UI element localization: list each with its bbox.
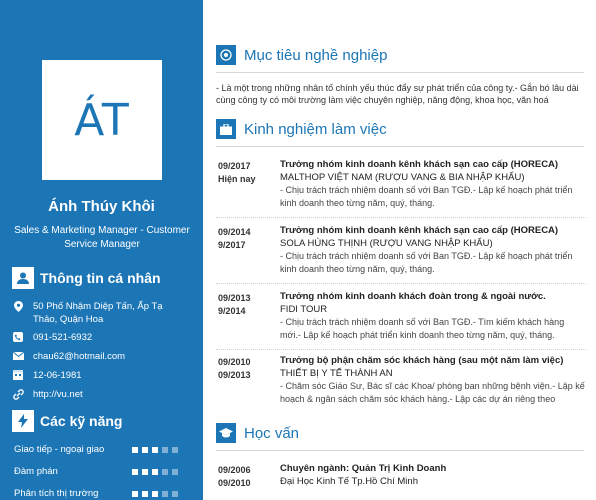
education-body xyxy=(280,462,586,488)
job-dates xyxy=(218,226,278,252)
skills-title: Các kỹ năng xyxy=(40,413,123,429)
job-company: MALTHOP VIỆT NAM (RƯỢU VANG & BIA NHẬP KHẨU) xyxy=(280,172,525,183)
link-icon xyxy=(12,388,24,400)
education-title: Học vấn xyxy=(244,424,300,442)
skill-dot xyxy=(152,447,158,453)
skill-dot xyxy=(172,469,178,475)
email-icon xyxy=(12,350,24,362)
job-dates xyxy=(218,292,278,318)
education-school: Đại Học Kinh Tế Tp.Hồ Chí Minh xyxy=(280,476,418,487)
job-title: Trưởng nhóm kinh doanh kênh khách sạn cao cấp (HORECA) xyxy=(280,225,559,236)
job-title: Trưởng nhóm kinh doanh kênh khách sạn cao cấp (HORECA) xyxy=(280,159,559,170)
divider xyxy=(216,146,584,147)
job-from: 09/2017 xyxy=(218,161,251,171)
objective-text: - Là một trong những nhân tố chính yếu thúc đẩy sự phát triển của công ty.- Gắn bó lâu dài cùng công ty có môi trường làm việc chuyên nghiệp, năng động, khoa học, văn hoá xyxy=(216,83,579,105)
target-icon xyxy=(216,45,236,65)
skill-dot xyxy=(142,447,148,453)
job-from: 09/2013 xyxy=(218,293,251,303)
email-text[interactable]: chau62@hotmail.com xyxy=(33,351,126,362)
skill-label: Phân tích thị trường xyxy=(14,488,99,499)
lightning-icon xyxy=(12,410,34,432)
skill-dot xyxy=(172,491,178,497)
job-title: Trưởng bộ phận chăm sóc khách hàng (sau một năm làm việc) xyxy=(280,355,564,366)
skill-dot xyxy=(162,469,168,475)
divider xyxy=(216,72,584,73)
skill-label: Đàm phán xyxy=(14,466,58,477)
education-major: Chuyên ngành: Quản Trị Kinh Doanh xyxy=(280,463,447,474)
job-separator xyxy=(216,283,586,284)
address-row xyxy=(12,300,163,326)
job-description: - Chịu trách trách nhiệm doanh số với Ban TGĐ.- Tìm kiếm khách hàng mới.- Lập kế hoạch phát triển kinh doanh theo từng năm, quý, tháng. xyxy=(280,317,565,340)
skill-dot xyxy=(142,491,148,497)
job-dates xyxy=(218,356,278,382)
website-row xyxy=(12,388,83,401)
experience-heading xyxy=(216,119,387,139)
job-company: FIDI TOUR xyxy=(280,304,328,315)
skill-dot xyxy=(172,447,178,453)
job-body xyxy=(280,158,586,210)
birthday-text: 12-06-1981 xyxy=(33,370,82,381)
education-dates xyxy=(218,464,278,490)
briefcase-icon xyxy=(216,119,236,139)
objective-heading xyxy=(216,45,387,65)
phone-text: 091-521-6932 xyxy=(33,332,93,343)
job-separator xyxy=(216,217,586,218)
sidebar xyxy=(0,0,203,500)
birthday-row xyxy=(12,369,82,382)
job-company: SOLA HÙNG THỊNH (RƯỢU VANG NHẬP KHẨU) xyxy=(280,238,493,249)
candidate-name: Ánh Thúy Khôi xyxy=(48,198,155,215)
address-text: 50 Phố Nhậm Diệp Tấn, Ấp Tạ Thảo, Quận Hoa xyxy=(33,301,163,325)
skill-dot xyxy=(132,491,138,497)
education-heading xyxy=(216,423,299,443)
job-dates xyxy=(218,160,278,186)
user-icon xyxy=(12,267,34,289)
education-from: 09/2006 xyxy=(218,465,251,475)
job-to: 09/2013 xyxy=(218,370,251,380)
job-description: - Chịu trách trách nhiệm doanh số với Ban TGĐ.- Lập kế hoạch phát triển kinh doanh theo từng năm, quý, tháng. xyxy=(280,251,573,274)
avatar xyxy=(42,60,162,180)
skill-dot xyxy=(142,469,148,475)
job-description: - Chăm sóc Giáo Sư, Bác sĩ các Khoa/ phòng ban những bệnh viện.- Lập kế hoạch & ngân sách chăm sóc khách hàng.- Lập các dự án riêng theo xyxy=(280,381,585,404)
skill-dot xyxy=(152,469,158,475)
job-from: 09/2010 xyxy=(218,357,251,367)
job-to: 9/2014 xyxy=(218,306,246,316)
skill-dot xyxy=(162,447,168,453)
skill-row xyxy=(14,466,194,477)
divider xyxy=(216,450,584,451)
job-to: Hiện nay xyxy=(218,174,256,184)
website-text[interactable]: http://vu.net xyxy=(33,389,83,400)
phone-icon xyxy=(12,331,24,343)
job-body xyxy=(280,290,586,342)
avatar-initials: ÁT xyxy=(74,94,130,146)
calendar-icon xyxy=(12,369,24,381)
skill-level xyxy=(132,469,182,475)
skill-row xyxy=(14,488,194,499)
objective-title: Mục tiêu nghề nghiệp xyxy=(244,46,388,64)
job-title: Trưởng nhóm kinh doanh khách đoàn trong & ngoài nước. xyxy=(280,291,546,302)
location-icon xyxy=(12,300,24,312)
personal-info-title: Thông tin cá nhân xyxy=(40,270,161,286)
job-separator xyxy=(216,349,586,350)
job-from: 09/2014 xyxy=(218,227,251,237)
job-company: THIẾT BỊ Y TẾ THÀNH AN xyxy=(280,368,393,379)
skill-dot xyxy=(132,469,138,475)
email-row xyxy=(12,350,125,363)
phone-row xyxy=(12,331,92,344)
skill-label: Giao tiếp - ngoại giao xyxy=(14,444,105,455)
experience-title: Kinh nghiệm làm việc xyxy=(244,120,387,138)
education-to: 09/2010 xyxy=(218,478,251,488)
skill-row xyxy=(14,444,194,455)
skills-heading xyxy=(12,410,122,432)
skill-dot xyxy=(162,491,168,497)
skill-dot xyxy=(152,491,158,497)
skill-dot xyxy=(132,447,138,453)
skill-level xyxy=(132,491,182,497)
job-description: - Chịu trách trách nhiệm doanh số với Ban TGĐ.- Lập kế hoạch phát triển kinh doanh theo từng năm, quý, tháng. xyxy=(280,185,573,208)
skill-level xyxy=(132,447,182,453)
graduation-cap-icon xyxy=(216,423,236,443)
job-to: 9/2017 xyxy=(218,240,246,250)
job-body xyxy=(280,354,586,406)
candidate-role: Sales & Marketing Manager - Customer Service Manager xyxy=(14,225,190,250)
job-body xyxy=(280,224,586,276)
personal-info-heading xyxy=(12,267,161,289)
